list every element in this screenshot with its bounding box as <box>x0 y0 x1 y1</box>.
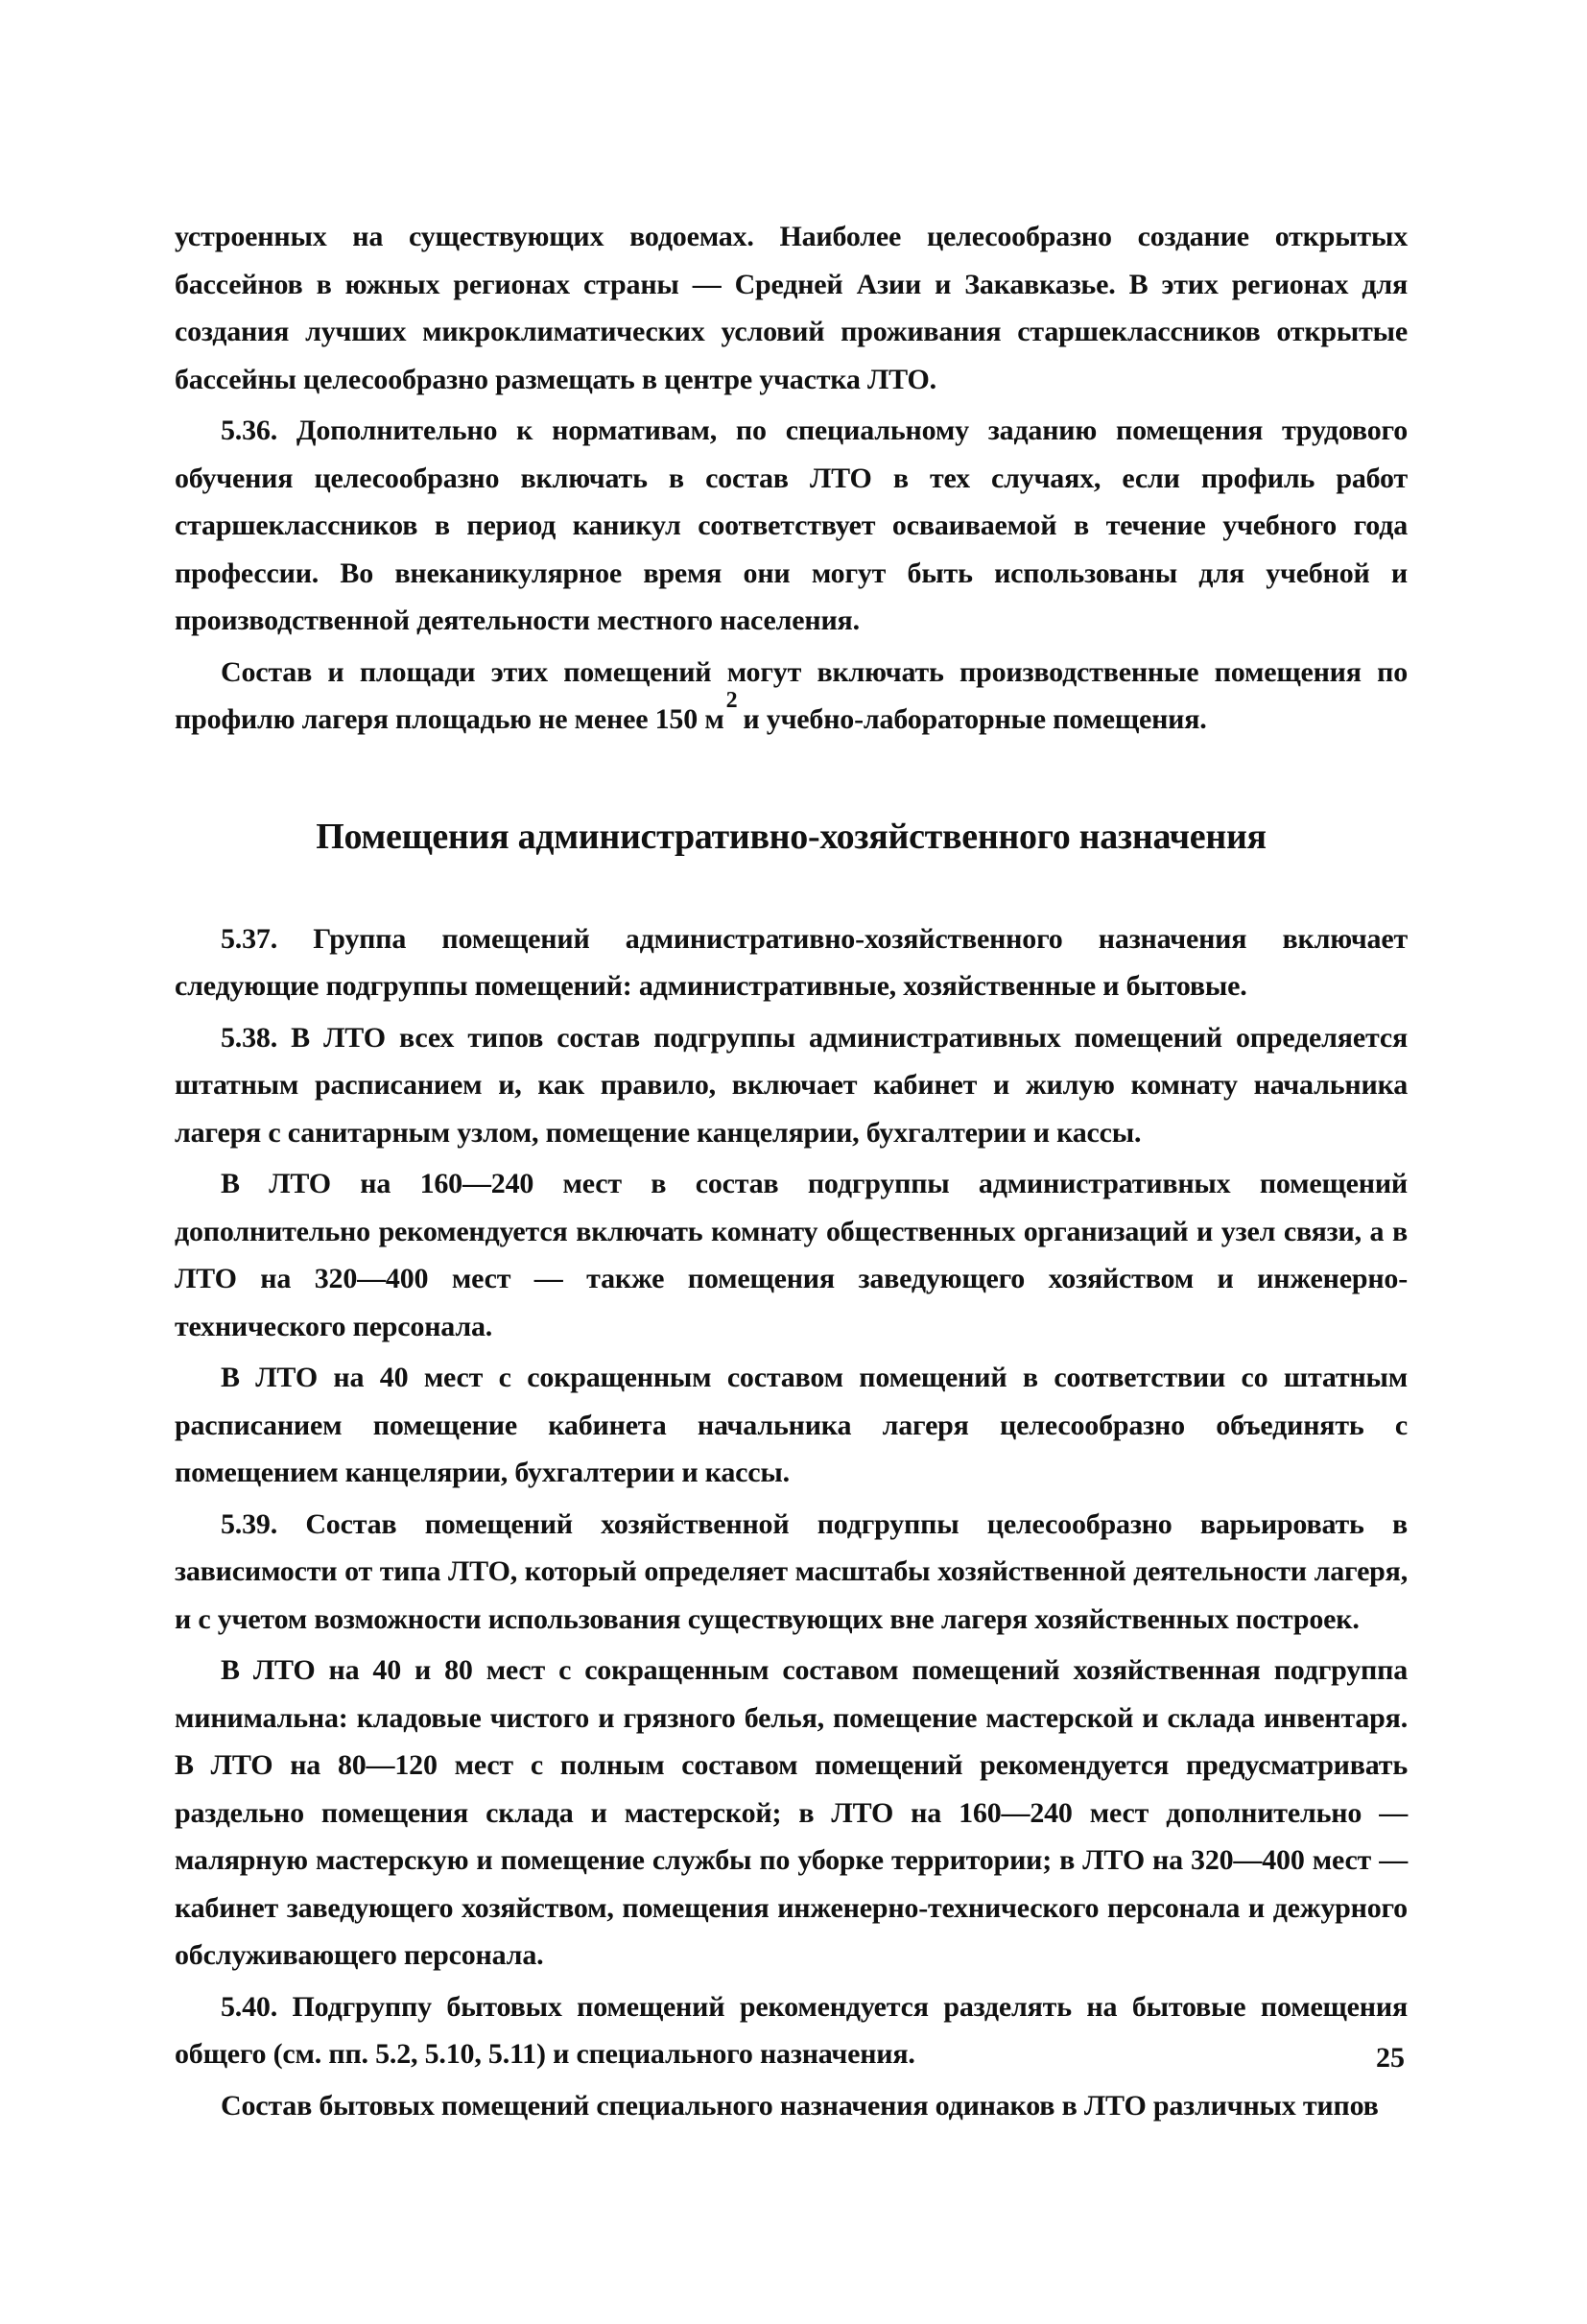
paragraph-text: В ЛТО всех типов состав подгруппы административных помещений определяется штатным расписанием и, как правило, включает кабинет и жилую комнату начальника лагеря с санитарным узлом, помещение канцелярии, бухгалтерии и кассы. <box>175 1021 1408 1149</box>
section-number: 5.37. <box>221 922 278 955</box>
paragraph-composition-areas <box>175 649 1408 747</box>
section-number: 5.38. <box>221 1021 278 1054</box>
section-number: 5.39. <box>221 1507 278 1540</box>
paragraph-text: В ЛТО на 160—240 мест в состав подгруппы административных помещений дополнительно рекомендуется включать комнату общественных организаций и узел связи, а в ЛТО на 320—400 мест — также помещения заведующего хозяйством и инженерно-технического персонала. <box>175 1168 1408 1342</box>
paragraph-40-places <box>175 1354 1408 1497</box>
paragraph-text: Группа помещений административно-хозяйственного назначения включает следующие подгруппы помещений: административные, хозяйственные и бытовые. <box>175 922 1408 1002</box>
paragraph-text-before: Состав и площади этих помещений могут включать производственные помещения по профилю лагеря площадью не менее 150 м <box>175 655 1408 735</box>
paragraph-text: Состав помещений хозяйственной подгруппы целесообразно варьировать в зависимости от типа ЛТО, который определяет масштабы хозяйственной деятельности лагеря, и с учетом возможности использования существующих вне лагеря хозяйственных построек. <box>175 1507 1408 1635</box>
paragraph-text: устроенных на существующих водоемах. Наиболее целесообразно создание открытых бассейнов в южных регионах страны — Средней Азии и Закавказье. В этих регионах для создания лучших микроклиматических условий проживания старшеклассников открытые бассейны целесообразно размещать в центре участка ЛТО. <box>175 221 1408 395</box>
paragraph-special-purpose <box>175 2082 1408 2130</box>
page-number: 25 <box>1376 2042 1405 2074</box>
paragraph-40-80-places <box>175 1647 1408 1980</box>
paragraph-text: В ЛТО на 40 и 80 мест с сокращенным составом помещений хозяйственная подгруппа минимальна: кладовые чистого и грязного белья, помещение мастерской и склада инвентаря. В ЛТО на 80—120 мест с полным составом помещений рекомендуется предусматривать раздельно помещения склада и мастерской; в ЛТО на 160—240 мест дополнительно — малярную мастерскую и помещение службы по уборке территории; в ЛТО на 320—400 мест — кабинет заведующего хозяйством, помещения инженерно-технического персонала и дежурного обслуживающего персонала. <box>175 1654 1408 1971</box>
paragraph-5-37 <box>175 915 1408 1010</box>
paragraph-160-240 <box>175 1160 1408 1350</box>
document-page <box>175 213 1408 2129</box>
paragraph-5-40 <box>175 1983 1408 2078</box>
section-number: 5.40. <box>221 1990 278 2023</box>
paragraph-pools <box>175 213 1408 403</box>
paragraph-5-39 <box>175 1501 1408 1644</box>
paragraph-text: Подгруппу бытовых помещений рекомендуется разделять на бытовые помещения общего (см. пп. 5.2, 5.10, 5.11) и специального назначения. <box>175 1990 1408 2070</box>
paragraph-text: Дополнительно к нормативам, по специальному заданию помещения трудового обучения целесообразно включать в состав ЛТО в тех случаях, если профиль работ старшеклассников в период каникул соответствует осваиваемой в течение учебного года профессии. Во внеканикулярное время они могут быть использованы для учебной и производственной деятельности местного населения. <box>175 415 1408 636</box>
paragraph-text-after: и учебно-лабораторные помещения. <box>743 703 1207 735</box>
paragraph-text: Состав бытовых помещений специального назначения одинаков в ЛТО различных типов <box>221 2089 1379 2122</box>
paragraph-text: В ЛТО на 40 мест с сокращенным составом помещений в соответствии со штатным расписанием помещение кабинета начальника лагеря целесообразно объединять с помещением канцелярии, бухгалтерии и кассы. <box>175 1362 1408 1488</box>
paragraph-5-38 <box>175 1014 1408 1157</box>
paragraph-5-36 <box>175 407 1408 645</box>
section-number: 5.36. <box>221 415 278 446</box>
section-heading: Помещения административно-хозяйственного назначения <box>316 816 1267 857</box>
superscript-square: 2 <box>725 688 738 713</box>
